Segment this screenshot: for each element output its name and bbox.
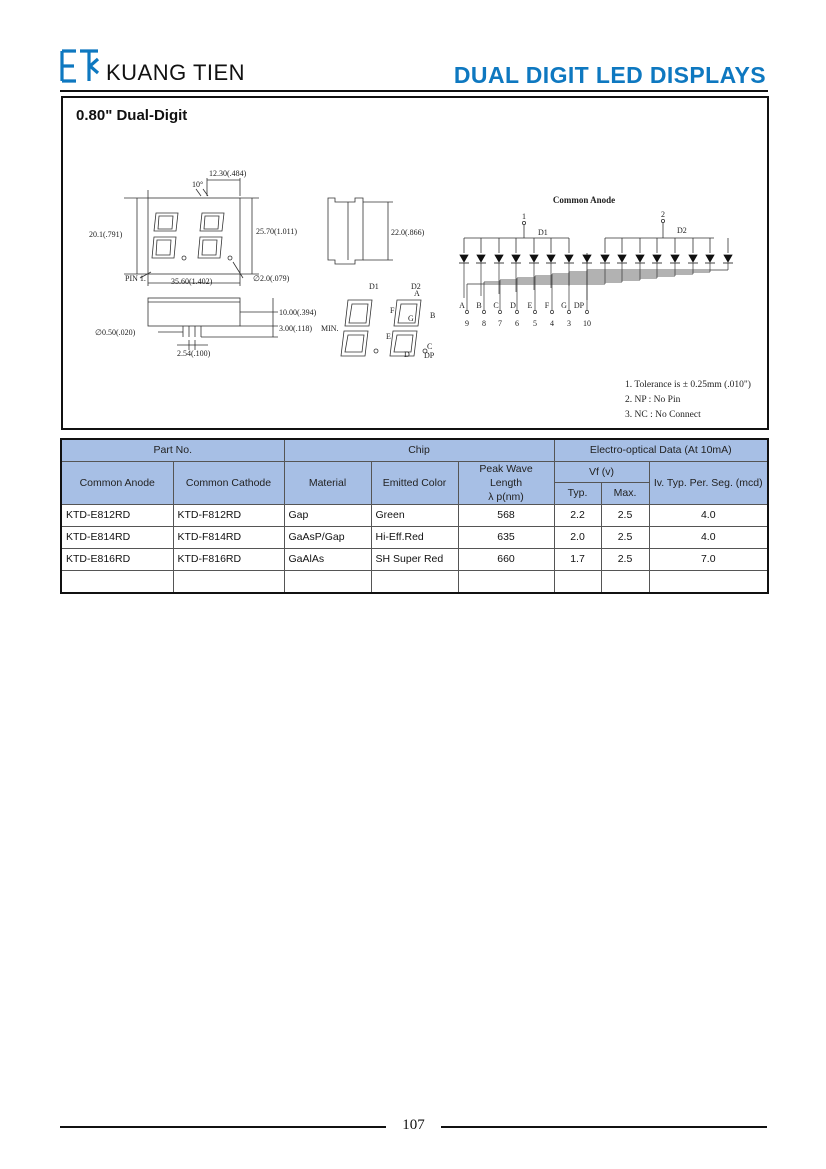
circuit-pin-10: 10 bbox=[583, 319, 591, 328]
cell-vf-max: 2.5 bbox=[601, 526, 649, 548]
notes-list bbox=[625, 378, 751, 423]
cell-vf-typ: 2.2 bbox=[554, 504, 601, 526]
circuit-label-dp: DP bbox=[573, 301, 585, 310]
dim-pin-len: 3.00(.118) bbox=[279, 324, 313, 333]
table-row bbox=[61, 548, 768, 570]
header-vf-max: Max. bbox=[601, 483, 649, 505]
cell-common-cathode: KTD-F816RD bbox=[173, 548, 284, 570]
header-common-anode: Common Anode bbox=[61, 461, 173, 504]
circuit-pin-3: 3 bbox=[567, 319, 571, 328]
header-peak-wave bbox=[458, 461, 554, 504]
cell-emitted-color: Green bbox=[371, 504, 458, 526]
dim-min: MIN. bbox=[321, 324, 339, 333]
cell-iv: 4.0 bbox=[649, 504, 768, 526]
cell-material: Gap bbox=[284, 504, 371, 526]
front-digit-1-inner bbox=[156, 216, 173, 255]
dim-side-height: 22.0(.866) bbox=[391, 228, 425, 237]
dim-right-height: 25.70(1.011) bbox=[256, 227, 298, 236]
cell-peak-wave: 660 bbox=[458, 548, 554, 570]
table-row bbox=[61, 504, 768, 526]
circuit-pin-7: 7 bbox=[498, 319, 502, 328]
brand-name: KUANG TIEN bbox=[106, 60, 246, 85]
dim-pin-dia: ∅0.50(.020) bbox=[95, 328, 136, 337]
table-row-empty bbox=[61, 570, 768, 593]
section-subtitle: 0.80" Dual-Digit bbox=[76, 107, 188, 124]
header-rule bbox=[60, 90, 768, 92]
dim-angle: 10° bbox=[192, 180, 204, 189]
dim-dot-dia: ∅2.0(.079) bbox=[253, 274, 290, 283]
front-view-body bbox=[148, 198, 240, 274]
cell-common-anode: KTD-E816RD bbox=[61, 548, 173, 570]
cell-common-cathode: KTD-F814RD bbox=[173, 526, 284, 548]
cell-peak-wave: 568 bbox=[458, 504, 554, 526]
circuit-pin-8: 8 bbox=[482, 319, 486, 328]
circuit-label-f: F bbox=[544, 301, 550, 310]
page-number: 107 bbox=[402, 1117, 425, 1133]
header-part-no: Part No. bbox=[61, 439, 284, 461]
dim-pitch: 2.54(.100) bbox=[177, 349, 211, 358]
header-chip: Chip bbox=[284, 439, 554, 461]
footer-rule-left bbox=[60, 1126, 386, 1128]
circuit-pin-9: 9 bbox=[465, 319, 469, 328]
seg-label-d1: D1 bbox=[369, 282, 379, 291]
seg-label-a: A bbox=[414, 289, 420, 298]
cell-iv: 4.0 bbox=[649, 526, 768, 548]
circuit-pin-6: 6 bbox=[515, 319, 519, 328]
circuit-label-e: E bbox=[527, 301, 533, 310]
table-row bbox=[61, 526, 768, 548]
circuit-label-b: B bbox=[476, 301, 482, 310]
kuang-tien-logo-icon bbox=[60, 49, 100, 83]
seg-label-b: B bbox=[430, 311, 436, 320]
cell-vf-typ: 1.7 bbox=[554, 548, 601, 570]
header-material: Material bbox=[284, 461, 371, 504]
circuit-label-d: D bbox=[510, 301, 516, 310]
side-view-body bbox=[328, 198, 363, 264]
header-iv: Iv. Typ. Per. Seg. (mcd) bbox=[649, 461, 768, 504]
circuit-title: Common Anode bbox=[552, 195, 616, 205]
header-vf-typ: Typ. bbox=[554, 483, 601, 505]
dim-body-h: 10.00(.394) bbox=[279, 308, 317, 317]
seg-label-d2: D2 bbox=[411, 282, 421, 291]
cell-emitted-color: Hi-Eff.Red bbox=[371, 526, 458, 548]
dim-width: 35.60(1.402) bbox=[171, 277, 213, 286]
cell-emitted-color: SH Super Red bbox=[371, 548, 458, 570]
page-title: DUAL DIGIT LED DISPLAYS bbox=[453, 62, 766, 88]
front-digit-2-inner bbox=[202, 216, 219, 255]
circuit-label-g: G bbox=[561, 301, 567, 310]
seg-label-e: E bbox=[386, 332, 391, 341]
circuit-d2: D2 bbox=[677, 226, 687, 235]
circuit-diagram bbox=[459, 195, 733, 328]
spec-table bbox=[60, 438, 769, 594]
footer-rule-right bbox=[441, 1126, 767, 1128]
cell-common-anode: KTD-E814RD bbox=[61, 526, 173, 548]
cell-vf-max: 2.5 bbox=[601, 504, 649, 526]
cell-common-anode: KTD-E812RD bbox=[61, 504, 173, 526]
note-tolerance: 1. Tolerance is ± 0.25mm (.010") bbox=[625, 380, 751, 390]
cell-material: GaAlAs bbox=[284, 548, 371, 570]
seg-label-dp: DP bbox=[424, 351, 435, 360]
front-dp-2 bbox=[228, 256, 232, 260]
header-peak-wave-label: Peak Wave Length bbox=[479, 462, 533, 489]
drawing-box bbox=[61, 96, 769, 430]
circuit-pin1: 1 bbox=[522, 212, 526, 221]
header-vf: Vf (v) bbox=[554, 461, 649, 483]
seg-label-f: F bbox=[390, 306, 395, 315]
circuit-pin-5: 5 bbox=[533, 319, 537, 328]
seg-label-c: C bbox=[427, 342, 433, 351]
seg-label-d: D bbox=[404, 350, 410, 359]
circuit-pin2: 2 bbox=[661, 210, 665, 219]
circuit-label-c: C bbox=[493, 301, 499, 310]
header-common-cathode: Common Cathode bbox=[173, 461, 284, 504]
pin1-label: PIN 1. bbox=[125, 274, 146, 283]
cell-common-cathode: KTD-F812RD bbox=[173, 504, 284, 526]
circuit-d1: D1 bbox=[538, 228, 548, 237]
cell-peak-wave: 635 bbox=[458, 526, 554, 548]
cell-material: GaAsP/Gap bbox=[284, 526, 371, 548]
header-peak-wave-unit: λ p(nm) bbox=[488, 490, 524, 503]
note-nc: 3. NC : No Connect bbox=[625, 410, 701, 420]
front-dp-1 bbox=[182, 256, 186, 260]
header-electro-optical: Electro-optical Data (At 10mA) bbox=[554, 439, 768, 461]
header-emitted-color: Emitted Color bbox=[371, 461, 458, 504]
cell-vf-typ: 2.0 bbox=[554, 526, 601, 548]
circuit-label-a: A bbox=[459, 301, 465, 310]
circuit-pin-4: 4 bbox=[550, 319, 554, 328]
cell-iv: 7.0 bbox=[649, 548, 768, 570]
dim-left-height: 20.1(.791) bbox=[89, 230, 123, 239]
cell-vf-max: 2.5 bbox=[601, 548, 649, 570]
note-np: 2. NP : No Pin bbox=[625, 395, 681, 405]
dim-top-width: 12.30(.484) bbox=[209, 169, 247, 178]
seg-label-g: G bbox=[408, 314, 414, 323]
